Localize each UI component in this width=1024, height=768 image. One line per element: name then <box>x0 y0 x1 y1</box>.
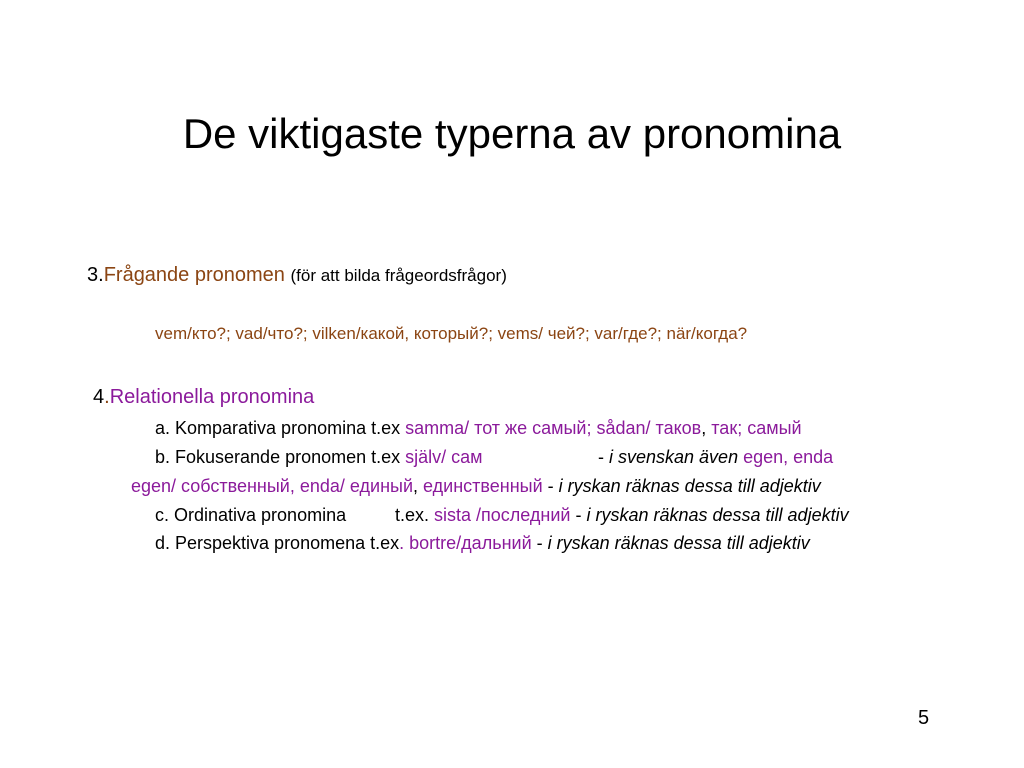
item-d-note: i ryskan räknas dessa till adjektiv <box>547 533 810 553</box>
item-a-example: samma/ тот же самый; sådan/ таков <box>405 418 702 438</box>
item-b-example-2: egen, enda <box>743 447 834 467</box>
item-a-label: a. Komparativa pronomina t.ex <box>155 418 406 438</box>
item-c-label: c. Ordinativa pronomina <box>155 505 347 525</box>
item-b2-dash: - <box>542 476 559 496</box>
item-c-tex: t.ex. <box>395 505 435 525</box>
item-d-label: d. Perspektiva pronomena t.ex <box>155 533 400 553</box>
item-a-example-2: так; самый <box>711 418 802 438</box>
section-3-examples: vem/кто?; vad/что?; vilken/какой, который?; vems/ чей?; var/где?; när/когда? <box>155 324 748 343</box>
item-c-example: sista /последний <box>434 505 571 525</box>
item-d-example: bortre/дальний <box>409 533 532 553</box>
section-3-number: 3. <box>87 264 104 286</box>
section-3-heading: Frågande pronomen <box>103 264 285 286</box>
item-b <box>155 445 483 469</box>
item-b-note-line <box>598 445 833 469</box>
item-b2-example-2: единственный <box>423 476 543 496</box>
section-3-heading-line <box>87 263 507 288</box>
item-d-dash: - <box>531 533 548 553</box>
item-c-example-line <box>395 503 849 527</box>
item-b-note: i svenskan även <box>609 447 744 467</box>
item-b2-comma: , <box>413 476 424 496</box>
item-b2-note: i ryskan räknas dessa till adjektiv <box>558 476 821 496</box>
page-number: 5 <box>918 707 930 729</box>
item-c-dash: - <box>570 505 587 525</box>
section-4-heading-line <box>93 385 314 409</box>
item-a <box>155 416 802 440</box>
item-b-example: själv/ сам <box>405 447 483 467</box>
section-4-heading: Relationella pronomina <box>109 386 315 408</box>
section-4-number: 4 <box>93 386 105 408</box>
item-b2-example: egen/ собственный, enda/ единый <box>131 476 414 496</box>
item-c <box>155 503 346 527</box>
item-d <box>155 531 810 555</box>
section-4-dot: . <box>104 386 110 408</box>
item-d-dot: . <box>399 533 410 553</box>
section-3-note: (för att bilda frågeordsfrågor) <box>290 266 507 285</box>
item-c-note: i ryskan räknas dessa till adjektiv <box>586 505 849 525</box>
slide-title: De viktigaste typerna av pronomina <box>182 110 842 157</box>
item-a-comma: , <box>701 418 712 438</box>
item-b-dash: - <box>598 447 609 467</box>
item-b-label: b. Fokuserande pronomen t.ex <box>155 447 406 467</box>
item-b-continuation <box>131 474 821 498</box>
